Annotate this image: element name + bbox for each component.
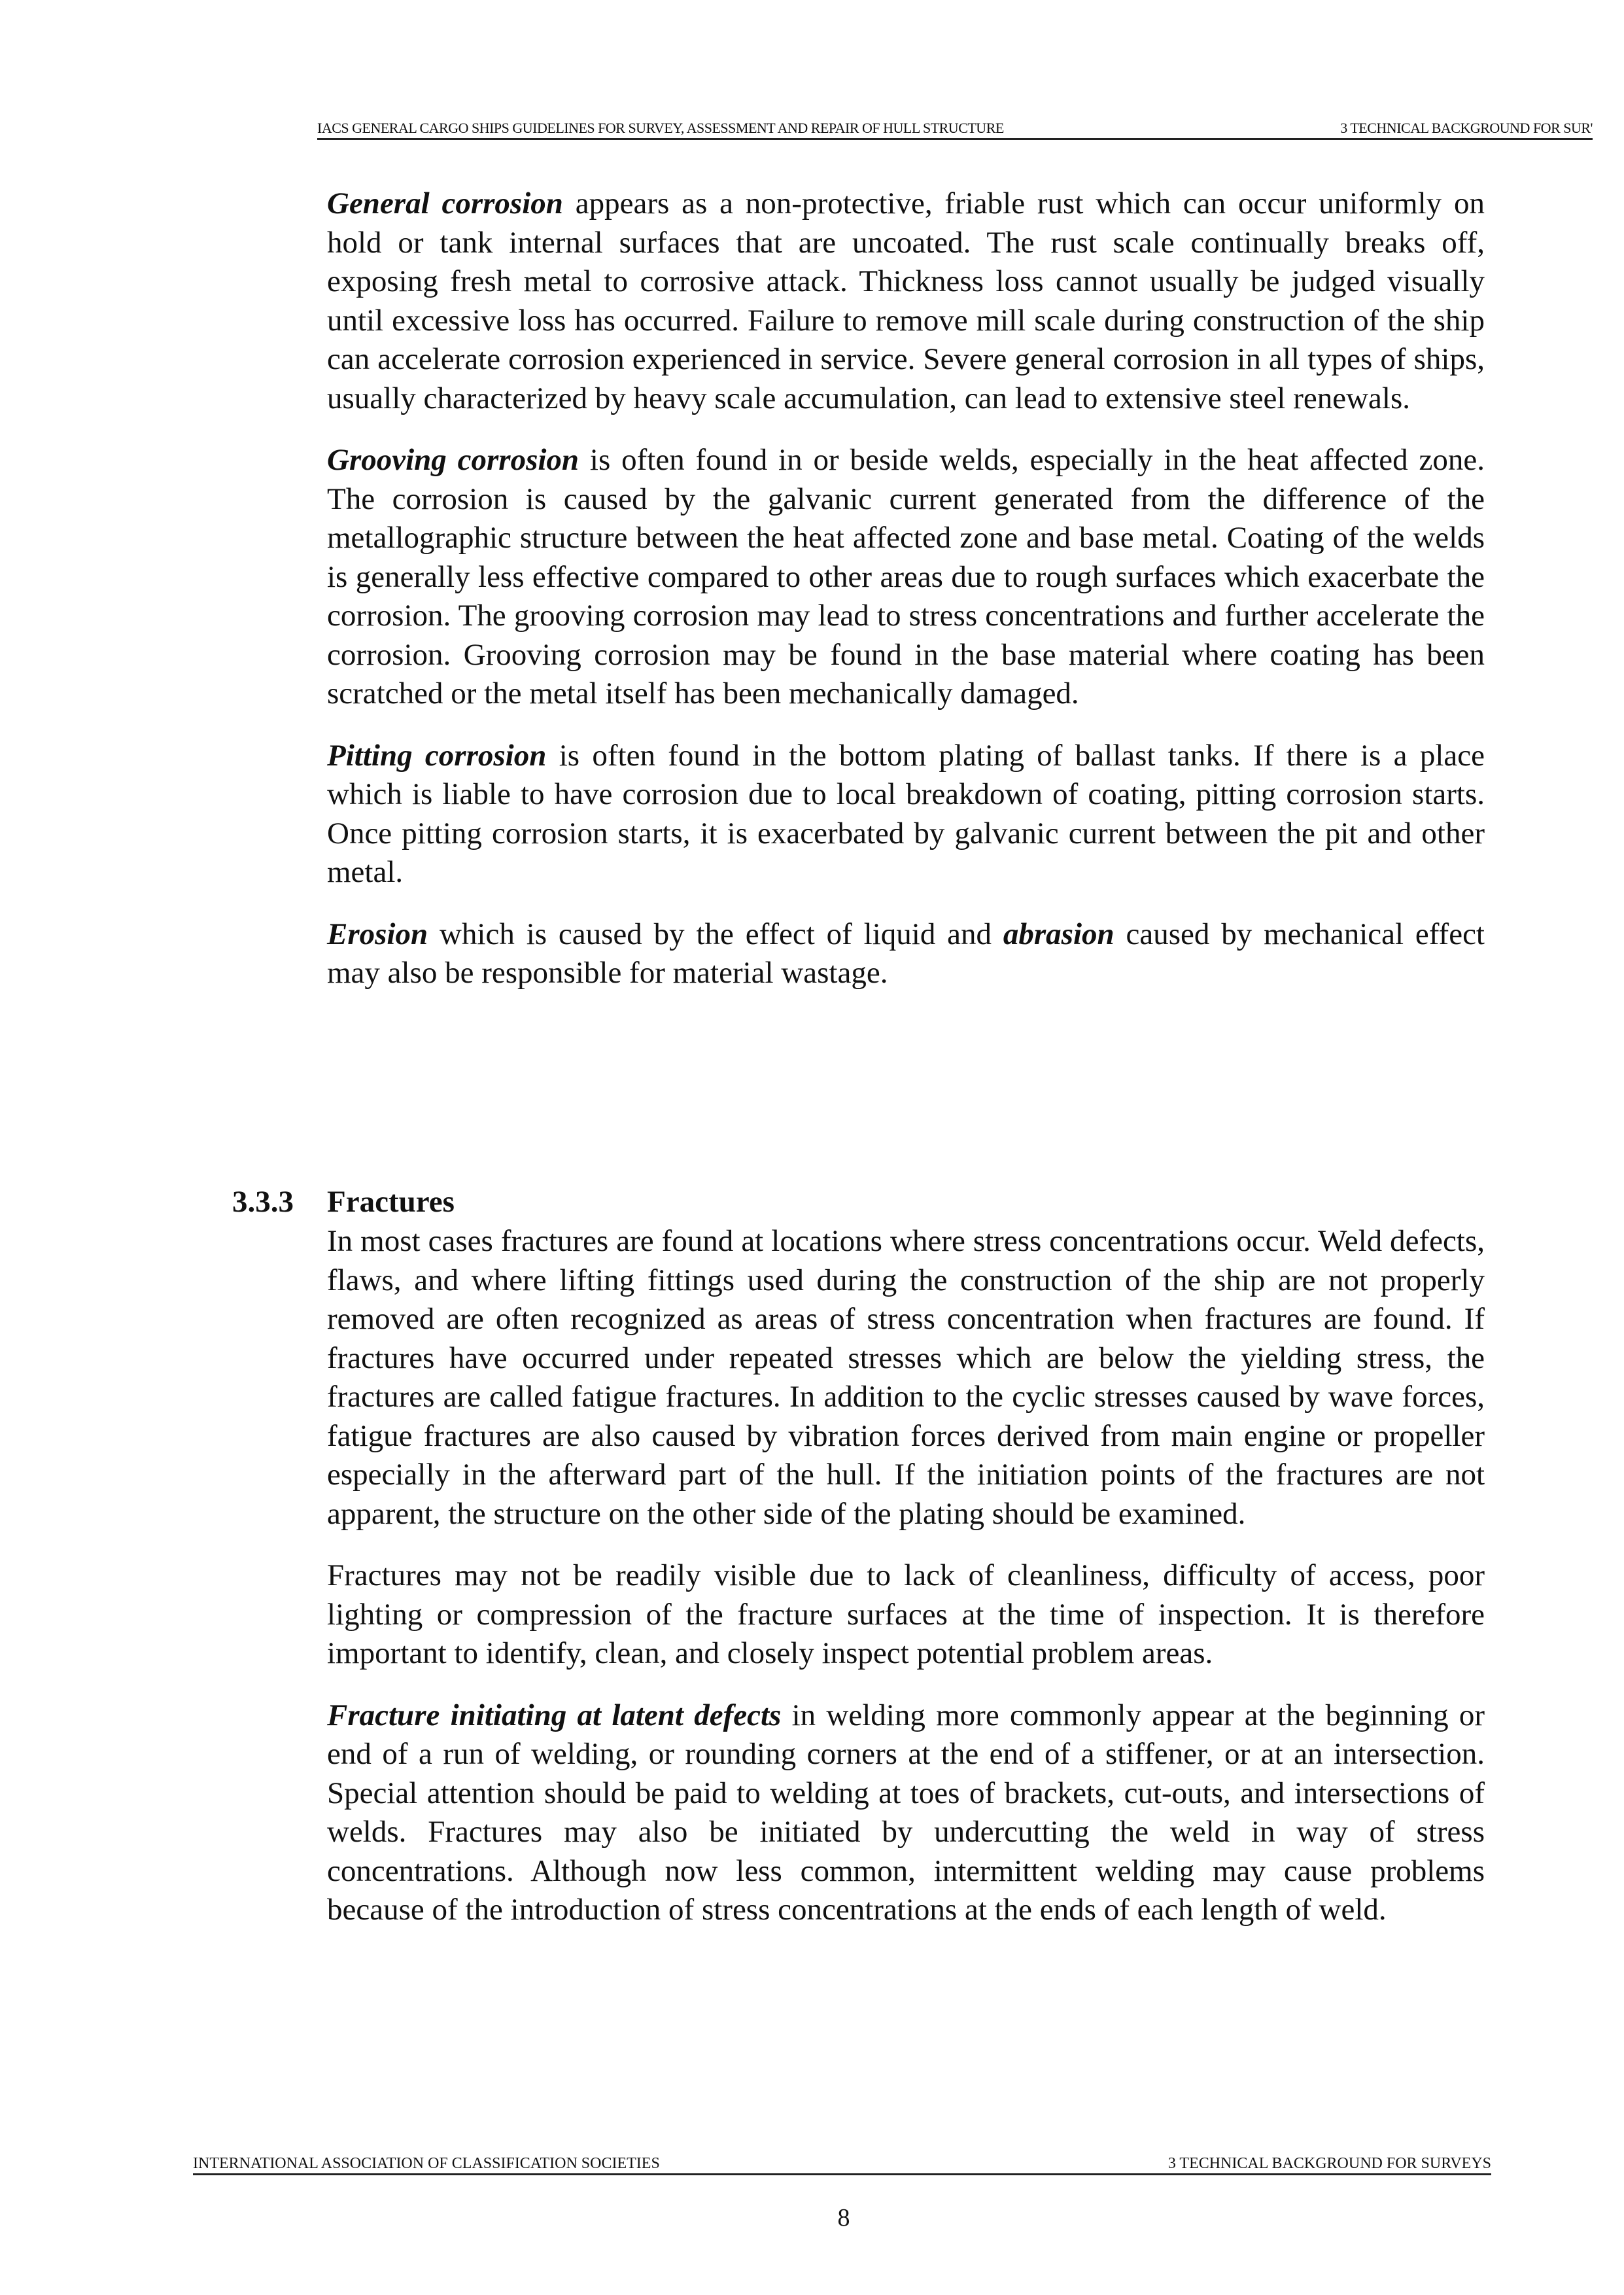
paragraph-text: is often found in the bottom plating of ballast tanks. If there is a place which is liable to have corrosion due to local breakdown of coating, pitting corrosion starts. Once pitting corrosion starts, it is exacerbated by galvanic current between the pit and other metal. [327,738,1485,889]
paragraph-text: which is caused by the effect of liquid and [428,917,1003,951]
paragraph-text: is often found in or beside welds, especially in the heat affected zone. The corrosion is caused by the galvanic current generated from the difference of the metallographic structure between the heat affected zone and base metal. Coating of the welds is generally less effective compared to other areas due to rough surfaces which exacerbate the corrosion. The grooving corrosion may lead to stress concentrations and further accelerate the corrosion. Grooving corrosion may be found in the base material where coating has been scratched or the metal itself has been mechanically damaged. [327,443,1485,710]
term-abrasion: abrasion [1003,917,1114,951]
section-heading [232,1183,1485,1222]
section-number: 3.3.3 [232,1185,294,1219]
term-latent-defects: Fracture initiating at latent defects [327,1698,782,1732]
fractures-text [327,1222,1485,1953]
paragraph-text: appears as a non-protective, friable rust which can occur uniformly on hold or tank internal surfaces that are uncoated. The rust scale continually breaks off, exposing fresh metal to corrosive attack. Thickness loss cannot usually be judged visually until excessive loss has occurred. Failure to remove mill scale during construction of the ship can accelerate corrosion experienced in service. Severe general corrosion in all types of ships, usually characterized by heavy scale accumulation, can lead to extensive steel renewals. [327,186,1485,415]
corrosion-types-text [327,184,1485,1016]
header-left-text: IACS GENERAL CARGO SHIPS GUIDELINES FOR SURVEY, ASSESSMENT AND REPAIR OF HULL STRUCTURE [317,120,1004,136]
term-general-corrosion: General corrosion [327,186,563,220]
term-erosion: Erosion [327,917,428,951]
paragraph-fractures-intro [327,1222,1485,1533]
footer-right-text: 3 TECHNICAL BACKGROUND FOR SURVEYS [1167,2155,1491,2172]
term-pitting-corrosion: Pitting corrosion [327,738,547,773]
paragraph-text: caused by mechanical effect may also be responsible for material wastage. [327,917,1485,990]
section-title: Fractures [327,1185,455,1219]
paragraph-erosion [327,915,1485,993]
paragraph-text: in welding more commonly appear at the beginning or end of a run of welding, or rounding corners at the end of a stiffener, or at an intersection. Special attention should be paid to welding at toes of brackets, cut-outs, and intersections of welds. Fractures may also be initiated by undercutting the weld in way of stress concentrations. Although now less common, intermittent welding may cause problems because of the introduction of stress concentrations at the ends of each length of weld. [327,1698,1485,1927]
running-header [317,118,1593,140]
page-number: 8 [837,2204,850,2232]
paragraph-fractures-visibility [327,1556,1485,1673]
header-right-text: 3 TECHNICAL BACKGROUND FOR SUR' [1340,120,1593,136]
paragraph-grooving-corrosion [327,441,1485,714]
paragraph-pitting-corrosion [327,737,1485,892]
paragraph-text: In most cases fractures are found at locations where stress concentrations occur. Weld defects, flaws, and where lifting fittings used during the construction of the ship are not properly removed are often recognized as areas of stress concentration when fractures are found. If fractures have occurred under repeated stresses which are below the yielding stress, the fractures are called fatigue fractures. In addition to the cyclic stresses caused by wave forces, fatigue fractures are also caused by vibration forces derived from main engine or propeller especially in the afterward part of the hull. If the initiation points of the fractures are not apparent, the structure on the other side of the plating should be examined. [327,1224,1485,1531]
paragraph-text: Fractures may not be readily visible due to lack of cleanliness, difficulty of access, poor lighting or compression of the fracture surfaces at the time of inspection. It is therefore important to identify, clean, and closely inspect potential problem areas. [327,1558,1485,1670]
footer-left-text: INTERNATIONAL ASSOCIATION OF CLASSIFICATION SOCIETIES [193,2155,660,2172]
term-grooving-corrosion: Grooving corrosion [327,443,579,477]
paragraph-latent-defects [327,1696,1485,1930]
running-footer [193,2154,1491,2175]
paragraph-general-corrosion [327,184,1485,418]
